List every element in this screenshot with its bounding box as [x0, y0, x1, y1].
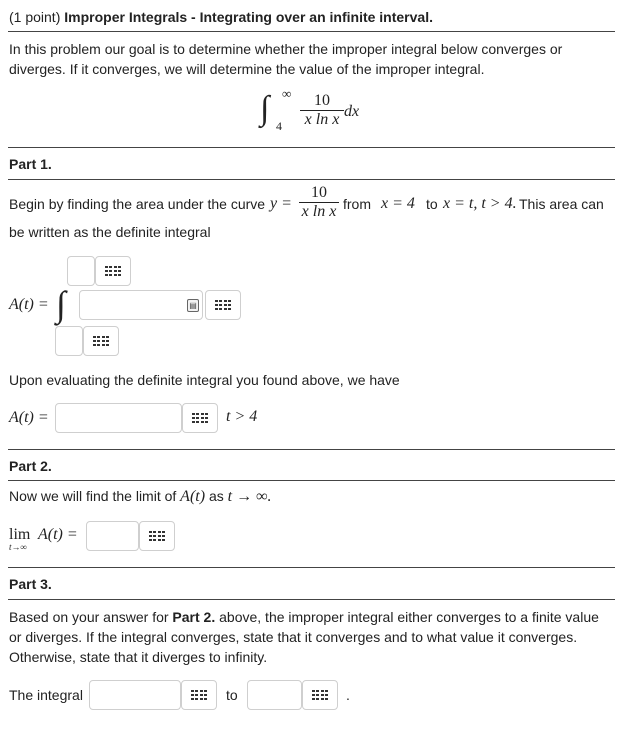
definite-integral-sign: ∫ — [56, 284, 66, 324]
part1-bottom-rule — [8, 179, 615, 180]
part1-text-to: to — [426, 196, 438, 212]
x-eq-t: x = t, t > 4. — [443, 195, 517, 212]
lim-subscript: t→∞ — [9, 542, 27, 552]
converge-diverge-input[interactable] — [89, 680, 181, 710]
upper-limit-input[interactable] — [67, 256, 95, 286]
part3-text-b: above, the improper integral either converges to a finite value or diverges. If the integral converges, state that it converges and to what value it converges. Otherwise, state that it diverges to infinity. — [9, 609, 599, 665]
grid-icon — [215, 300, 232, 311]
lim-word: lim — [9, 526, 31, 543]
integral-sign: ∫ — [260, 90, 270, 127]
value-editor-button[interactable] — [302, 680, 338, 710]
integrand-input[interactable] — [79, 290, 203, 320]
curve-numerator: 10 — [311, 184, 327, 201]
part1-text-from: from — [343, 196, 371, 212]
points-label: (1 point) — [9, 9, 61, 25]
integral-lhs: A(t) = — [9, 296, 49, 313]
part3-text-a: Based on your answer for — [9, 609, 169, 625]
grid-icon — [105, 266, 122, 277]
condition-label: t > 4 — [226, 408, 258, 425]
grid-icon — [191, 690, 208, 701]
lower-limit-input[interactable] — [55, 326, 83, 356]
part3-bottom-rule — [8, 599, 615, 600]
part1-text-after: This area can — [519, 196, 604, 212]
curve-denominator: x ln x — [299, 202, 339, 221]
part2-bottom-rule — [8, 480, 615, 481]
part1-sentence — [9, 184, 619, 224]
limit-editor-button[interactable] — [139, 521, 175, 551]
part2-text — [9, 488, 271, 506]
part2-text-limit: t → ∞. — [227, 488, 272, 505]
part3-text-bold: Part 2. — [172, 609, 216, 625]
part1-top-rule — [8, 147, 615, 148]
grid-icon — [149, 531, 166, 542]
part3-top-rule — [8, 567, 615, 568]
converge-diverge-editor-button[interactable] — [181, 680, 217, 710]
part3-heading: Part 3. — [9, 576, 52, 592]
part2-text-lead: Now we will find the limit of — [9, 488, 177, 504]
lim-function: A(t) = — [38, 526, 78, 543]
integrand-denominator: x ln x — [300, 110, 344, 129]
part1-text-line2: be written as the definite integral — [9, 224, 211, 240]
to-label: to — [226, 687, 238, 703]
integrand-fraction — [300, 92, 344, 129]
area-function-editor-button[interactable] — [182, 403, 218, 433]
lower-limit-editor-button[interactable] — [83, 326, 119, 356]
integral-label: The integral — [9, 687, 83, 703]
part1-text-before: Begin by finding the area under the curve — [9, 196, 266, 212]
curve-lhs: y = — [270, 195, 292, 212]
integrand-editor-button[interactable] — [205, 290, 241, 320]
problem-header — [9, 9, 433, 25]
preview-icon[interactable]: ▤ — [187, 299, 199, 312]
integral-lower-limit: 4 — [276, 119, 282, 133]
header-rule — [8, 31, 615, 32]
grid-icon — [192, 413, 209, 424]
part2-heading: Part 2. — [9, 458, 52, 474]
part3-text — [9, 607, 611, 667]
area-function-input[interactable] — [55, 403, 182, 433]
part1-heading: Part 1. — [9, 156, 52, 172]
intro-text: In this problem our goal is to determine whether the improper integral below converges or diverges. If it converges, we will determine the value of the improper integral. — [9, 41, 563, 77]
integral-upper-limit: ∞ — [282, 86, 292, 101]
upper-limit-editor-button[interactable] — [95, 256, 131, 286]
main-integral — [258, 86, 378, 136]
integrand-numerator: 10 — [314, 92, 330, 109]
limit-input[interactable] — [86, 521, 139, 551]
curve-fraction — [299, 184, 339, 221]
eval-text: Upon evaluating the definite integral you found above, we have — [9, 372, 400, 388]
integral-differential: dx — [344, 103, 360, 120]
value-input[interactable] — [247, 680, 302, 710]
part2-text-as: as — [208, 488, 224, 504]
grid-icon — [93, 336, 110, 347]
part2-text-fn: A(t) — [180, 488, 206, 505]
grid-icon — [312, 690, 329, 701]
part2-top-rule — [8, 449, 615, 450]
problem-title: Improper Integrals - Integrating over an infinite interval. — [64, 9, 433, 25]
eval-lhs: A(t) = — [9, 409, 49, 426]
x-eq-4: x = 4 — [381, 195, 415, 212]
final-period: . — [346, 687, 350, 703]
